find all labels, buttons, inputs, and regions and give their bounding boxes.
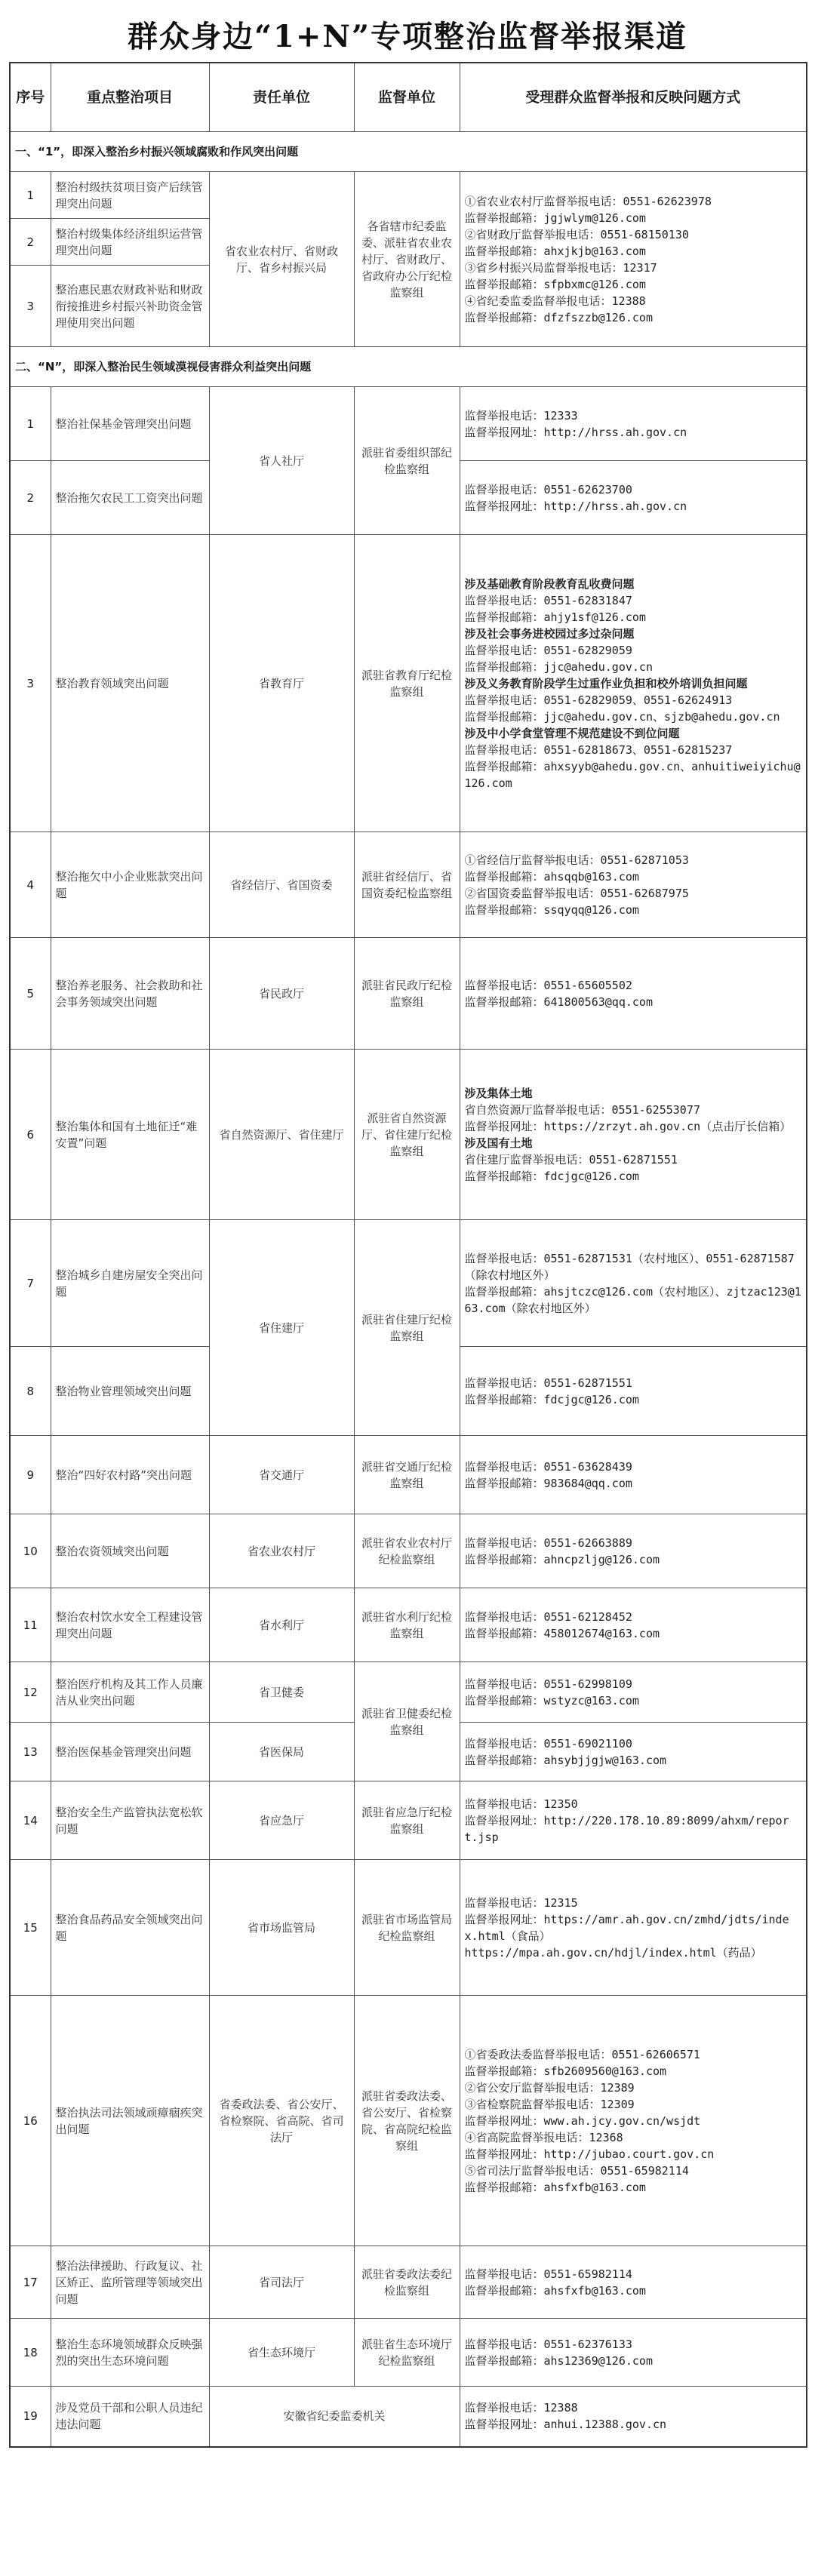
document-title: 群众身边“1+N”专项整治监督举报渠道 (128, 19, 687, 54)
item-cell: 整治农资领域突出问题 (51, 1514, 209, 1588)
unit-cell: 省经信厅、省国资委 (209, 832, 354, 938)
contact-line: 监督举报邮箱：jjc@ahedu.gov.cn (464, 659, 653, 674)
contact-category-heading: 涉及义务教育阶段学生过重作业负担和校外培训负担问题 (464, 676, 748, 690)
table-row (10, 832, 807, 938)
row-number: 17 (10, 2246, 51, 2319)
item-cell: 整治社保基金管理突出问题 (51, 387, 209, 461)
contact-line: 监督举报电话：0551-65605502 (464, 978, 632, 992)
unit-cell: 省教育厅 (209, 535, 354, 832)
row-number: 18 (10, 2319, 51, 2387)
contact-line: 监督举报电话：0551-63628439 (464, 1459, 632, 1474)
contact-line: 监督举报邮箱：ahs12369@126.com (464, 2353, 653, 2368)
contact-cell (460, 1662, 807, 1723)
header-supervisor: 监督单位 (354, 63, 460, 132)
contact-line: 监督举报网址：https://amr.ah.gov.cn/zmhd/jdts/index.html（食品） (464, 1912, 789, 1943)
item-cell: 整治教育领域突出问题 (51, 535, 209, 832)
contact-line: 监督举报邮箱：wstyzc@163.com (464, 1693, 639, 1708)
contact-line: 省住建厅监督举报电话：0551-62871551 (464, 1152, 678, 1167)
item-cell: 整治生态环境领域群众反映强烈的突出生态环境问题 (51, 2319, 209, 2387)
table-row (10, 2246, 807, 2319)
contact-line: 监督举报网址：http://hrss.ah.gov.cn (464, 425, 687, 439)
contact-line: ④省高院监督举报电话：12368 (464, 2130, 623, 2144)
table-row (10, 1588, 807, 1662)
row-number: 1 (10, 387, 51, 461)
contact-line: 监督举报电话：0551-62663889 (464, 1535, 632, 1550)
contact-category-heading: 涉及社会事务进校园过多过杂问题 (464, 626, 635, 641)
contact-line: 监督举报邮箱：983684@qq.com (464, 1476, 632, 1490)
table-row (10, 172, 807, 219)
contact-category-heading: 涉及中小学食堂管理不规范建设不到位问题 (464, 726, 680, 740)
row-number: 5 (10, 938, 51, 1050)
row-number: 12 (10, 1662, 51, 1723)
row-number: 11 (10, 1588, 51, 1662)
contact-cell (460, 832, 807, 938)
contact-cell (460, 1781, 807, 1860)
contact-cell (460, 1860, 807, 1996)
supervisor-cell: 派驻省生态环境厅纪检监察组 (354, 2319, 460, 2387)
header-contact: 受理群众监督举报和反映问题方式 (460, 63, 807, 132)
contact-line: 监督举报邮箱：ssqyqq@126.com (464, 902, 639, 917)
table-row (10, 1514, 807, 1588)
contact-cell (460, 1220, 807, 1347)
contact-line: ①省农业农村厅监督举报电话：0551-62623978 (464, 194, 712, 208)
supervisor-cell: 派驻省自然资源厅、省住建厅纪检监察组 (354, 1050, 460, 1220)
row-number: 9 (10, 1436, 51, 1514)
table-row (10, 938, 807, 1050)
contact-line: 监督举报邮箱：fdcjgc@126.com (464, 1392, 639, 1406)
supervisor-cell: 派驻省住建厅纪检监察组 (354, 1220, 460, 1436)
contact-line: 监督举报电话：0551-65982114 (464, 2267, 632, 2281)
unit-cell: 省人社厅 (209, 387, 354, 535)
contact-line: 监督举报邮箱：ahxsyyb@ahedu.gov.cn、anhuitiweiyichu@126.com (464, 759, 801, 790)
table-row (10, 2387, 807, 2447)
item-cell: 整治法律援助、行政复议、社区矫正、监所管理等领域突出问题 (51, 2246, 209, 2319)
contact-cell (460, 172, 807, 347)
row-number: 13 (10, 1723, 51, 1781)
supervisor-cell: 派驻省水利厅纪检监察组 (354, 1588, 460, 1662)
table-row (10, 1436, 807, 1514)
contact-cell (460, 2246, 807, 2319)
contact-category-heading: 涉及基础教育阶段教育乱收费问题 (464, 576, 635, 591)
contact-cell (460, 1996, 807, 2246)
contact-line: 监督举报网址：anhui.12388.gov.cn (464, 2418, 667, 2432)
contact-cell (460, 387, 807, 461)
contact-line: 监督举报邮箱：ahsybjjgjw@163.com (464, 1753, 667, 1767)
unit-cell: 省司法厅 (209, 2246, 354, 2319)
item-cell: 整治物业管理领域突出问题 (51, 1347, 209, 1436)
contact-line: ①省委政法委监督举报电话：0551-62606571 (464, 2047, 700, 2061)
contact-line: 监督举报邮箱：ahsfxfb@163.com (464, 2180, 646, 2194)
contact-line: 监督举报邮箱：jjc@ahedu.gov.cn、sjzb@ahedu.gov.cn (464, 709, 780, 724)
contact-line: ③省检察院监督举报电话：12309 (464, 2097, 635, 2111)
supervisor-cell: 派驻省教育厅纪检监察组 (354, 535, 460, 832)
contact-line: 监督举报电话：0551-62376133 (464, 2337, 632, 2351)
contact-line: ④省纪委监委监督举报电话：12388 (464, 294, 646, 308)
contact-line: 监督举报电话：0551-69021100 (464, 1736, 632, 1751)
table-row (10, 1996, 807, 2246)
supervisor-cell: 派驻省市场监管局纪检监察组 (354, 1860, 460, 1996)
unit-cell: 省应急厅 (209, 1781, 354, 1860)
item-cell: 整治执法司法领域顽瘴痼疾突出问题 (51, 1996, 209, 2246)
unit-cell: 省农业农村厅、省财政厅、省乡村振兴局 (209, 172, 354, 347)
contact-cell (460, 1050, 807, 1220)
unit-supervisor-cell: 安徽省纪委监委机关 (209, 2387, 460, 2447)
supervisor-cell: 派驻省经信厅、省国资委纪检监察组 (354, 832, 460, 938)
table-row (10, 1050, 807, 1220)
item-cell: 整治城乡自建房屋安全突出问题 (51, 1220, 209, 1347)
contact-cell (460, 1514, 807, 1588)
contact-cell (460, 1588, 807, 1662)
contact-cell (460, 938, 807, 1050)
item-cell: 整治医疗机构及其工作人员廉洁从业突出问题 (51, 1662, 209, 1723)
item-cell: 整治惠民惠农财政补贴和财政衔接推进乡村振兴补助资金管理使用突出问题 (51, 266, 209, 347)
item-cell: 整治拖欠农民工工资突出问题 (51, 461, 209, 535)
unit-cell: 省农业农村厅 (209, 1514, 354, 1588)
unit-cell: 省水利厅 (209, 1588, 354, 1662)
contact-line: 监督举报邮箱：dfzfszzb@126.com (464, 310, 653, 324)
contact-line: 监督举报邮箱：ahxjkjb@163.com (464, 244, 646, 258)
contact-cell (460, 1347, 807, 1436)
contact-line: 监督举报邮箱：sfb2609560@163.com (464, 2064, 667, 2078)
contact-cell (460, 535, 807, 832)
contact-line: 监督举报电话：0551-62818673、0551-62815237 (464, 742, 733, 757)
supervisor-cell: 派驻省委政法委、省公安厅、省检察院、省高院纪检监察组 (354, 1996, 460, 2246)
item-cell: 整治村级集体经济组织运营管理突出问题 (51, 219, 209, 266)
table-row (10, 387, 807, 461)
row-number: 2 (10, 219, 51, 266)
unit-cell: 省市场监管局 (209, 1860, 354, 1996)
unit-cell: 省委政法委、省公安厅、省检察院、省高院、省司法厅 (209, 1996, 354, 2246)
row-number: 3 (10, 535, 51, 832)
contact-line: 监督举报电话：12388 (464, 2401, 578, 2415)
section-heading: 一、“1”，即深入整治乡村振兴领域腐败和作风突出问题 (10, 132, 807, 172)
contact-line: 监督举报网址：http://jubao.court.gov.cn (464, 2147, 715, 2161)
contact-line: ①省经信厅监督举报电话：0551-62871053 (464, 853, 689, 867)
row-number: 19 (10, 2387, 51, 2447)
supervisor-cell: 派驻省农业农村厅纪检监察组 (354, 1514, 460, 1588)
item-cell: 整治养老服务、社会救助和社会事务领域突出问题 (51, 938, 209, 1050)
contact-cell (460, 461, 807, 535)
contact-line: ⑤省司法厅监督举报电话：0551-65982114 (464, 2163, 689, 2178)
unit-cell: 省民政厅 (209, 938, 354, 1050)
unit-cell: 省交通厅 (209, 1436, 354, 1514)
contact-line: 省自然资源厅监督举报电话：0551-62553077 (464, 1102, 700, 1117)
contact-line: 监督举报网址：http://220.178.10.89:8099/ahxm/report.jsp (464, 1813, 789, 1844)
contact-line: 监督举报网址：http://hrss.ah.gov.cn (464, 499, 687, 513)
contact-line: ②省财政厅监督举报电话：0551-68150130 (464, 227, 689, 241)
supervisor-cell: 派驻省委组织部纪检监察组 (354, 387, 460, 535)
header-number: 序号 (10, 63, 51, 132)
supervisor-cell: 派驻省民政厅纪检监察组 (354, 938, 460, 1050)
contact-line: ②省国资委监督举报电话：0551-62687975 (464, 886, 689, 900)
item-cell: 整治安全生产监管执法宽松软问题 (51, 1781, 209, 1860)
contact-line: 监督举报网址：https://zrzyt.ah.gov.cn（点击厅长信箱） (464, 1119, 792, 1133)
contact-cell (460, 1723, 807, 1781)
item-cell: 整治医保基金管理突出问题 (51, 1723, 209, 1781)
row-number: 15 (10, 1860, 51, 1996)
contact-line: 监督举报电话：0551-62623700 (464, 482, 632, 496)
row-number: 14 (10, 1781, 51, 1860)
contact-line: 监督举报邮箱：641800563@qq.com (464, 994, 653, 1009)
item-cell: 整治“四好农村路”突出问题 (51, 1436, 209, 1514)
unit-cell: 省生态环境厅 (209, 2319, 354, 2387)
contact-line: 监督举报电话：0551-62128452 (464, 1609, 632, 1624)
contact-line: 监督举报电话：0551-62831847 (464, 593, 632, 607)
row-number: 3 (10, 266, 51, 347)
contact-line: 监督举报邮箱：458012674@163.com (464, 1626, 660, 1640)
contact-line: 监督举报邮箱：sfpbxmc@126.com (464, 277, 646, 291)
contact-line: 监督举报电话：0551-62829059、0551-62624913 (464, 693, 733, 707)
unit-cell: 省卫健委 (209, 1662, 354, 1723)
row-number: 8 (10, 1347, 51, 1436)
table-row (10, 535, 807, 832)
contact-line: 监督举报邮箱：ahsfxfb@163.com (464, 2283, 646, 2298)
unit-cell: 省住建厅 (209, 1220, 354, 1436)
supervisor-cell: 派驻省应急厅纪检监察组 (354, 1781, 460, 1860)
table-header-row (10, 63, 807, 132)
contact-line: 监督举报邮箱：fdcjgc@126.com (464, 1169, 639, 1183)
supervisor-cell: 派驻省卫健委纪检监察组 (354, 1662, 460, 1781)
unit-cell: 省自然资源厅、省住建厅 (209, 1050, 354, 1220)
contact-cell (460, 2387, 807, 2447)
row-number: 4 (10, 832, 51, 938)
supervisor-cell: 派驻省交通厅纪检监察组 (354, 1436, 460, 1514)
contact-category-heading: 涉及集体土地 (464, 1086, 533, 1100)
table-row (10, 1220, 807, 1347)
row-number: 1 (10, 172, 51, 219)
item-cell: 整治村级扶贫项目资产后续管理突出问题 (51, 172, 209, 219)
contact-line: 监督举报电话：12350 (464, 1797, 578, 1811)
contact-line: 监督举报电话：0551-62998109 (464, 1677, 632, 1691)
contact-line: 监督举报邮箱：jgjwlym@126.com (464, 211, 646, 225)
contact-cell (460, 2319, 807, 2387)
contact-line: 监督举报电话：12315 (464, 1895, 578, 1910)
contact-cell (460, 1436, 807, 1514)
item-cell: 整治拖欠中小企业账款突出问题 (51, 832, 209, 938)
contact-line: 监督举报邮箱：ahjy1sf@126.com (464, 610, 646, 624)
table-row (10, 1781, 807, 1860)
contact-line: 监督举报邮箱：ahsqqb@163.com (464, 869, 639, 884)
contact-category-heading: 涉及国有土地 (464, 1136, 533, 1150)
contact-line: 监督举报邮箱：ahncpzljg@126.com (464, 1552, 660, 1566)
contact-line: 监督举报电话：12333 (464, 408, 578, 423)
contact-line: 监督举报网址：www.ah.jcy.gov.cn/wsjdt (464, 2113, 701, 2128)
row-number: 6 (10, 1050, 51, 1220)
section-heading: 二、“N”，即深入整治民生领域漠视侵害群众利益突出问题 (10, 347, 807, 387)
item-cell: 整治集体和国有土地征迁“难安置”问题 (51, 1050, 209, 1220)
contact-line: https://mpa.ah.gov.cn/hdjl/index.html（药品） (464, 1945, 762, 1960)
contact-line: 监督举报电话：0551-62829059 (464, 643, 632, 657)
row-number: 10 (10, 1514, 51, 1588)
row-number: 16 (10, 1996, 51, 2246)
contact-line: 监督举报电话：0551-62871531（农村地区）、0551-62871587（除农村地区外） (464, 1251, 795, 1282)
table-row (10, 1662, 807, 1723)
contact-line: ③省乡村振兴局监督举报电话：12317 (464, 260, 657, 275)
item-cell: 涉及党员干部和公职人员违纪违法问题 (51, 2387, 209, 2447)
row-number: 7 (10, 1220, 51, 1347)
item-cell: 整治食品药品安全领域突出问题 (51, 1860, 209, 1996)
supervisor-cell: 派驻省委政法委纪检监察组 (354, 2246, 460, 2319)
contact-line: 监督举报邮箱：ahsjtczc@126.com（农村地区）、zjtzac123@163.com（除农村地区外） (464, 1284, 801, 1315)
table-row (10, 1860, 807, 1996)
channels-table (9, 62, 807, 2448)
unit-cell: 省医保局 (209, 1723, 354, 1781)
contact-line: ②省公安厅监督举报电话：12389 (464, 2080, 635, 2095)
row-number: 2 (10, 461, 51, 535)
item-cell: 整治农村饮水安全工程建设管理突出问题 (51, 1588, 209, 1662)
header-responsible-unit: 责任单位 (209, 63, 354, 132)
supervisor-cell: 各省辖市纪委监委、派驻省农业农村厅、省财政厅、省政府办公厅纪检监察组 (354, 172, 460, 347)
table-row (10, 2319, 807, 2387)
header-item: 重点整治项目 (51, 63, 209, 132)
contact-line: 监督举报电话：0551-62871551 (464, 1376, 632, 1390)
